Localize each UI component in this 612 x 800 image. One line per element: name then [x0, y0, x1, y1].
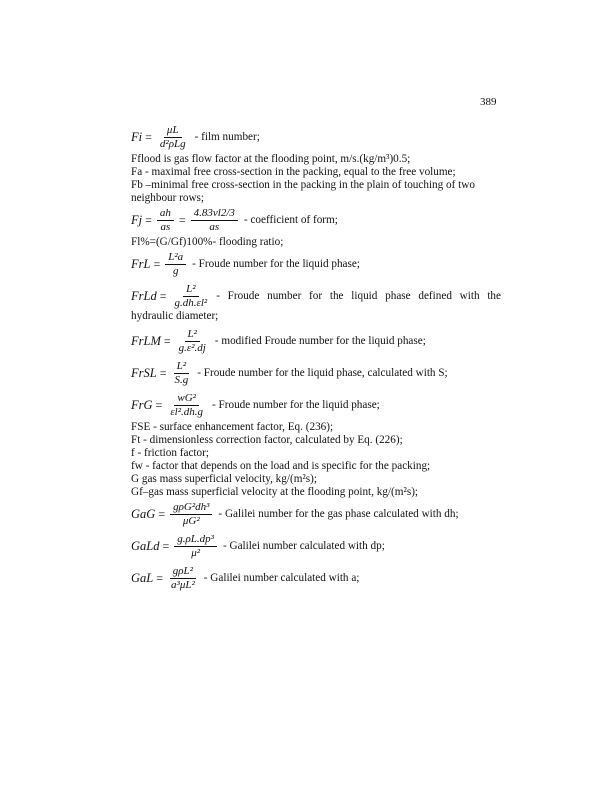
fraction: [167, 392, 206, 419]
entry-correction-factor: Ft - dimensionless correction factor, calculated by Eq. (226);: [131, 434, 403, 446]
denominator: μG²: [182, 515, 200, 527]
definition-text: - Froude number for the liquid phase;: [192, 258, 360, 270]
equation-symbol: GaL: [131, 571, 154, 585]
numerator: gρL²: [170, 565, 196, 579]
entry-max-free-cross-section: Fa - maximal free cross-section in the packing, equal to the free volume;: [131, 166, 456, 178]
equation-symbol: GaLd: [131, 539, 160, 553]
definition-text: - modified Froude number for the liquid phase;: [214, 335, 426, 347]
denominator: g.ε².dj: [178, 342, 206, 354]
entry-galilei-a: GaL = $\frac{\text{gρL²}}{\text{a³μL²}}$ - Galilei number calculated with a;: [131, 565, 360, 591]
entry-film-number: Fi = $\frac{\mu L}{\text{d²ρLg}}$ - film number;: [131, 124, 260, 150]
entry-froude-liquid-hydraulic: FrLd = $\frac{\text{L²}}{\text{g.dh.εl²}}$ - Froude number for the liquid phase defined with the: [131, 283, 501, 309]
denominator: d²ρLg: [159, 138, 186, 150]
fraction: [168, 565, 198, 592]
entry-flooding-ratio: Fl%=(G/Gf)100%- flooding ratio;: [131, 236, 284, 248]
fraction: [191, 207, 238, 234]
equation-symbol: GaG: [131, 507, 156, 521]
page-number: 389: [480, 96, 497, 108]
numerator: L²: [185, 328, 200, 342]
denominator: as: [160, 221, 171, 233]
entry-min-free-cross-section-cont: neighbour rows;: [131, 192, 205, 204]
fraction: [165, 251, 186, 278]
fraction: [171, 283, 210, 310]
fraction: [170, 501, 212, 528]
definition-text: - Froude number for the liquid phase defined with the: [216, 290, 501, 302]
numerator: L²a: [165, 251, 186, 265]
entry-froude-liquid: FrL = $\frac{\text{L²a}}{g}$ - Froude number for the liquid phase;: [131, 251, 360, 277]
equation-symbol: FrL: [131, 257, 151, 271]
numerator: gρG²dh³: [170, 501, 212, 515]
entry-modified-froude: FrLM = $\frac{\text{L²}}{\text{g.ε².dj}}$ - modified Froude number for the liquid phase;: [131, 328, 426, 354]
entry-flooding-gas-factor: Fflood is gas flow factor at the flooding point, m/s.(kg/m³)0.5;: [131, 153, 411, 165]
equation-symbol: FrSL: [131, 366, 157, 380]
entry-surface-enhancement: FSE - surface enhancement factor, Eq. (236);: [131, 421, 334, 433]
denominator: S.g: [174, 374, 189, 386]
denominator: g: [172, 265, 179, 277]
definition-text: - Froude number for the liquid phase;: [212, 399, 380, 411]
entry-froude-gas: FrG = $\frac{\text{wG²}}{\text{εl².dh.g}}$ - Froude number for the liquid phase;: [131, 392, 380, 418]
numerator: ah: [157, 207, 174, 221]
entry-gas-mass-velocity: G gas mass superficial velocity, kg/(m²s);: [131, 473, 317, 485]
numerator: L²: [174, 360, 189, 374]
definition-continuation: hydraulic diameter;: [131, 310, 219, 322]
equation-symbol: Fi: [131, 130, 143, 144]
fraction: [157, 124, 189, 151]
entry-min-free-cross-section: Fb –minimal free cross-section in the packing in the plain of touching of two: [131, 179, 475, 191]
equation-symbol: Fj: [131, 213, 143, 227]
entry-galilei-gas: GaG = $\frac{\text{gρG²dh³}}{\text{μG²}}$ - Galilei number for the gas phase calculated with dh;: [131, 501, 459, 527]
fraction: [157, 207, 174, 234]
denominator: μ²: [191, 547, 201, 559]
numerator: wG²: [174, 392, 199, 406]
fraction: [171, 360, 191, 387]
entry-gas-mass-velocity-flooding: Gf–gas mass superficial velocity at the flooding point, kg/(m²s);: [131, 486, 419, 498]
numerator: μL: [164, 124, 182, 138]
entry-load-factor: fw - factor that depends on the load and is specific for the packing;: [131, 460, 431, 472]
denominator: a³μL²: [171, 579, 195, 591]
denominator: as: [209, 221, 220, 233]
equation-symbol: FrLM: [131, 334, 161, 348]
numerator: 4.83vl2/3: [191, 207, 238, 221]
numerator: L²: [183, 283, 198, 297]
definition-text: - Galilei number for the gas phase calculated with dh;: [218, 508, 459, 520]
numerator: g.ρL.dp³: [174, 533, 217, 547]
entry-froude-with-s: FrSL = $\frac{\text{L²}}{S.g}$ - Froude number for the liquid phase, calculated with S;: [131, 360, 448, 386]
denominator: εl².dh.g: [170, 406, 204, 418]
entry-galilei-dp: GaLd = $\frac{\text{g.ρL.dp³}}{\text{μ²}}$ - Galilei number calculated with dp;: [131, 533, 385, 559]
entry-coefficient-of-form: Fj = $\frac{ah}{as}$ = $\frac{4.83vl2/3}{as}$ - coefficient of form;: [131, 207, 338, 233]
definition-text: - film number;: [194, 131, 260, 143]
nomenclature-list: [131, 124, 501, 592]
definition-text: - Galilei number calculated with dp;: [222, 540, 385, 552]
equation-symbol: FrG: [131, 398, 153, 412]
fraction: [176, 328, 209, 355]
entry-friction-factor: f - friction factor;: [131, 447, 209, 459]
definition-text: - coefficient of form;: [243, 214, 338, 226]
denominator: g.dh.εl²: [174, 297, 208, 309]
definition-text: - Galilei number calculated with a;: [203, 572, 360, 584]
fraction: [174, 533, 217, 560]
definition-text: - Froude number for the liquid phase, calculated with S;: [197, 367, 448, 379]
equation-symbol: FrLd: [131, 289, 157, 303]
